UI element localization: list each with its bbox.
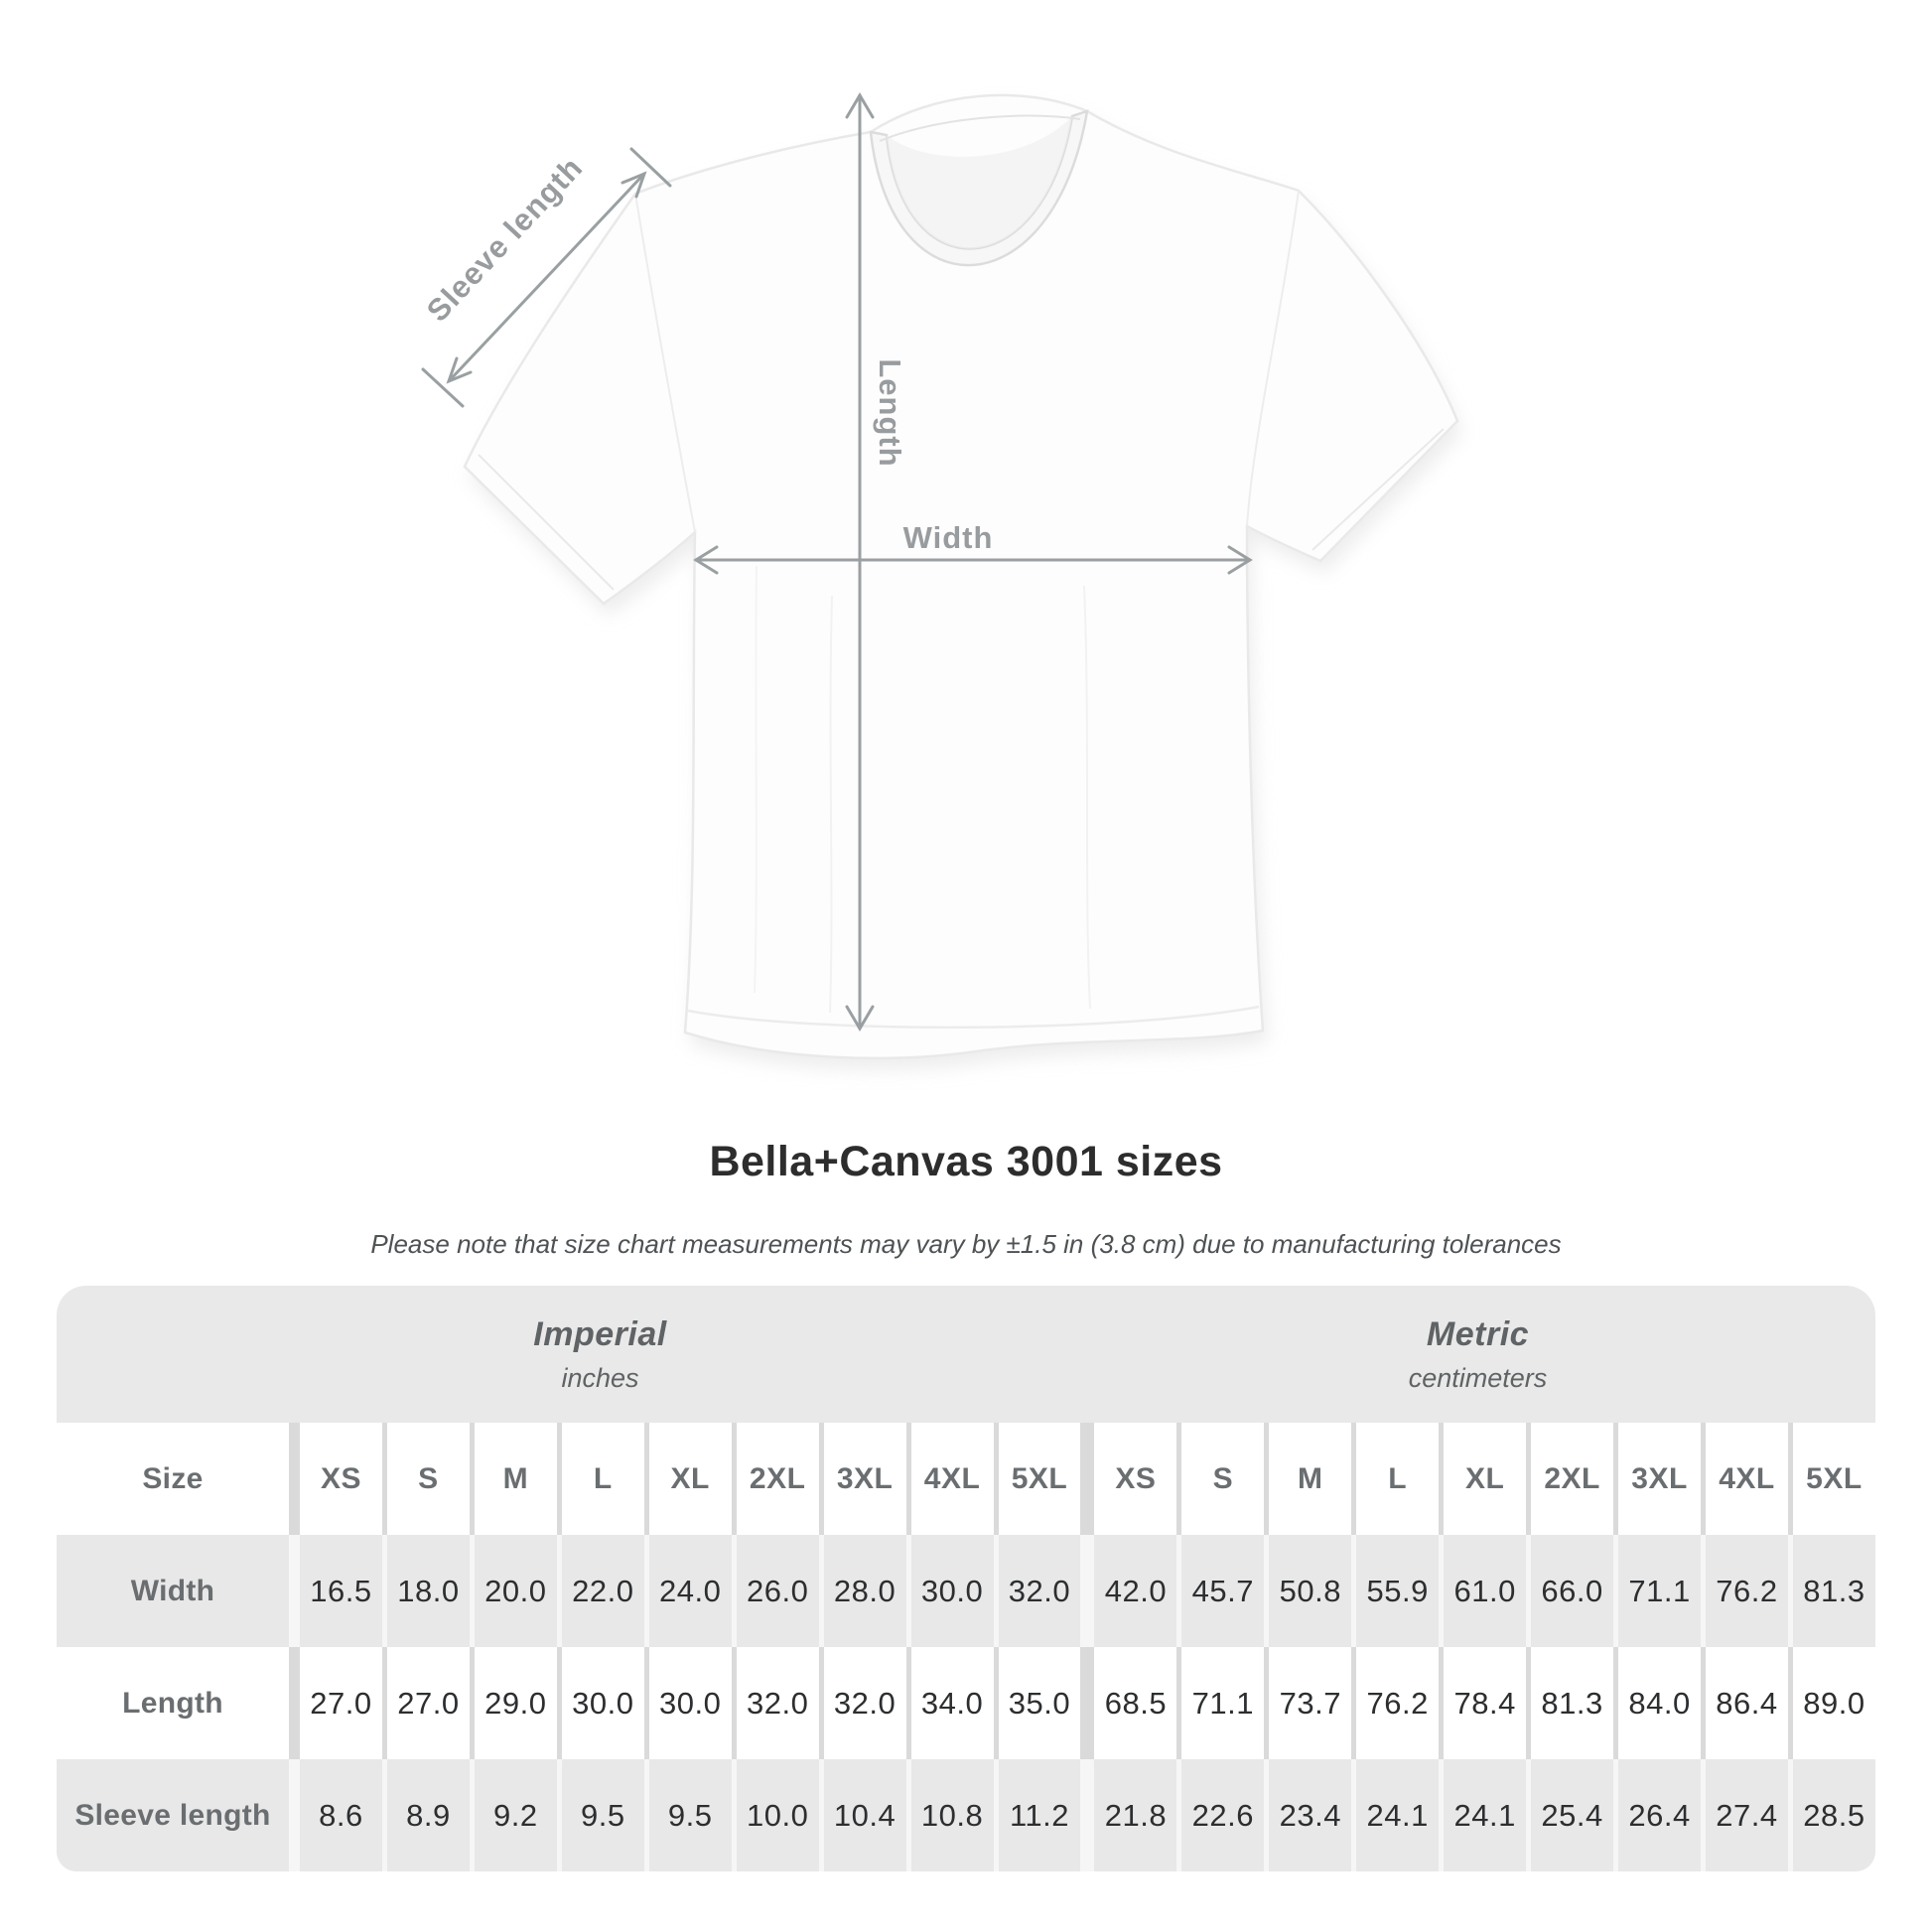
tshirt-wrinkle-1 (830, 596, 832, 1013)
size-header-cell (475, 1423, 557, 1535)
cell-value: 10.4 (833, 1797, 897, 1833)
cell-value: 84.0 (1628, 1685, 1691, 1721)
table-cell (649, 1759, 732, 1871)
corner-label: Size (142, 1461, 204, 1495)
table-cell (387, 1647, 470, 1759)
size-header-cell (1793, 1423, 1875, 1535)
size-header-cell (300, 1423, 382, 1535)
imperial-unit: inches (561, 1362, 639, 1393)
cell-value: 20.0 (484, 1573, 547, 1608)
table-cell (911, 1647, 994, 1759)
size-header-cell (649, 1423, 732, 1535)
size-table (57, 1286, 1875, 1871)
table-cell (649, 1535, 732, 1647)
cell-value: 55.9 (1366, 1573, 1429, 1608)
size-header-imperial-xl: XL (670, 1461, 710, 1495)
cell-value: 27.0 (397, 1685, 460, 1721)
size-header-row (57, 1423, 1875, 1535)
cell-value: 71.1 (1191, 1685, 1255, 1721)
cell-value: 8.6 (319, 1797, 363, 1833)
row-label-cell (57, 1535, 289, 1647)
table-cell (737, 1759, 819, 1871)
table-cell (1444, 1535, 1526, 1647)
cell-value: 24.1 (1366, 1797, 1429, 1833)
table-cell (737, 1647, 819, 1759)
imperial-title: Imperial (533, 1314, 667, 1353)
row-label-length: Length (122, 1686, 223, 1720)
cell-value: 27.4 (1716, 1797, 1778, 1833)
size-header-imperial-5xl: 5XL (1011, 1461, 1068, 1495)
cell-value: 32.0 (833, 1685, 897, 1721)
table-cell (1618, 1535, 1701, 1647)
cell-value: 24.1 (1453, 1797, 1516, 1833)
size-header-imperial-xs: XS (320, 1461, 361, 1495)
size-header-imperial-m: M (502, 1461, 529, 1495)
table-cell (1793, 1647, 1875, 1759)
cell-value: 45.7 (1191, 1573, 1255, 1608)
size-header-metric-5xl: 5XL (1806, 1461, 1863, 1495)
size-header-cell (1706, 1423, 1788, 1535)
cell-value: 35.0 (1008, 1685, 1071, 1721)
table-cell (1531, 1647, 1613, 1759)
table-cell (1706, 1535, 1788, 1647)
cell-value: 28.5 (1803, 1797, 1865, 1833)
table-cell (1444, 1759, 1526, 1871)
table-cell (1706, 1759, 1788, 1871)
cell-value: 34.0 (920, 1685, 984, 1721)
size-header-cell (999, 1423, 1081, 1535)
size-header-metric-2xl: 2XL (1544, 1461, 1600, 1495)
table-cell (387, 1535, 470, 1647)
table-cell (387, 1759, 470, 1871)
size-header-cell (1444, 1423, 1526, 1535)
cell-value: 78.4 (1453, 1685, 1516, 1721)
cell-value: 22.0 (572, 1573, 634, 1608)
size-header-imperial-3xl: 3XL (836, 1461, 894, 1495)
size-header-cell (1531, 1423, 1613, 1535)
cell-value: 89.0 (1803, 1685, 1865, 1721)
table-cell (649, 1647, 732, 1759)
table-cell (911, 1759, 994, 1871)
row-label-width: Width (130, 1574, 215, 1607)
table-cell (1356, 1647, 1439, 1759)
width-label: Width (902, 520, 994, 555)
table-cell (1444, 1647, 1526, 1759)
cell-value: 76.2 (1366, 1685, 1429, 1721)
cell-value: 21.8 (1104, 1797, 1168, 1833)
table-cell (1181, 1759, 1264, 1871)
size-header-cell (1181, 1423, 1264, 1535)
table-cell (300, 1759, 382, 1871)
cell-value: 18.0 (397, 1573, 460, 1608)
size-header-imperial-s: S (418, 1461, 439, 1495)
cell-value: 68.5 (1104, 1685, 1168, 1721)
row-label-sleeve-length: Sleeve length (74, 1798, 271, 1832)
cell-value: 9.5 (580, 1797, 625, 1833)
table-cell (824, 1535, 906, 1647)
table-cell (562, 1759, 644, 1871)
length-label: Length (873, 358, 907, 468)
table-cell (737, 1535, 819, 1647)
size-header-cell (1356, 1423, 1439, 1535)
cell-value: 24.0 (659, 1573, 722, 1608)
table-cell (475, 1535, 557, 1647)
size-header-cell (1094, 1423, 1176, 1535)
cell-value: 81.3 (1803, 1573, 1865, 1608)
size-header-metric-m: M (1298, 1461, 1323, 1495)
table-cell (475, 1647, 557, 1759)
table-cell (1269, 1535, 1351, 1647)
imperial-header (57, 1286, 1080, 1423)
corner-label-cell (57, 1423, 289, 1535)
table-cell (824, 1759, 906, 1871)
size-header-cell (824, 1423, 906, 1535)
size-header-metric-4xl: 4XL (1719, 1461, 1775, 1495)
table-cell (999, 1759, 1081, 1871)
table-cell (1793, 1535, 1875, 1647)
table-cell (300, 1535, 382, 1647)
cell-value: 8.9 (406, 1797, 451, 1833)
table-cell (1356, 1759, 1439, 1871)
cell-value: 25.4 (1541, 1797, 1603, 1833)
size-header-imperial-4xl: 4XL (923, 1461, 981, 1495)
cell-value: 61.0 (1453, 1573, 1516, 1608)
size-header-metric-xs: XS (1115, 1461, 1157, 1495)
metric-title: Metric (1426, 1314, 1530, 1353)
size-header-imperial-2xl: 2XL (749, 1461, 806, 1495)
cell-value: 11.2 (1009, 1797, 1069, 1833)
size-header-cell (737, 1423, 819, 1535)
table-cell (1793, 1759, 1875, 1871)
table-cell (1269, 1647, 1351, 1759)
cell-value: 28.0 (833, 1573, 897, 1608)
cell-value: 76.2 (1716, 1573, 1778, 1608)
size-header-cell (562, 1423, 644, 1535)
cell-value: 30.0 (572, 1685, 634, 1721)
cell-value: 86.4 (1716, 1685, 1778, 1721)
cell-value: 32.0 (1008, 1573, 1071, 1608)
metric-unit: centimeters (1408, 1362, 1548, 1393)
cell-value: 42.0 (1104, 1573, 1168, 1608)
table-cell (1094, 1647, 1176, 1759)
unit-header-band (57, 1286, 1875, 1423)
table-cell (1531, 1535, 1613, 1647)
row-label-cell (57, 1647, 289, 1759)
cell-value: 26.4 (1628, 1797, 1691, 1833)
table-cell (1618, 1647, 1701, 1759)
cell-value: 71.1 (1628, 1573, 1691, 1608)
cell-value: 66.0 (1541, 1573, 1603, 1608)
table-cell (1356, 1535, 1439, 1647)
cell-value: 9.5 (667, 1797, 713, 1833)
table-row-width (57, 1535, 1875, 1647)
table-cell (1618, 1759, 1701, 1871)
cell-value: 23.4 (1279, 1797, 1341, 1833)
size-header-metric-l: L (1388, 1461, 1408, 1495)
table-cell (999, 1647, 1081, 1759)
cell-value: 9.2 (493, 1797, 538, 1833)
table-cell (1181, 1647, 1264, 1759)
table-cell (1269, 1759, 1351, 1871)
cell-value: 30.0 (920, 1573, 984, 1608)
table-cell (1181, 1535, 1264, 1647)
cell-value: 81.3 (1541, 1685, 1603, 1721)
size-header-cell (387, 1423, 470, 1535)
table-cell (999, 1535, 1081, 1647)
table-cell (911, 1535, 994, 1647)
metric-header (1080, 1286, 1875, 1423)
table-row-length (57, 1647, 1875, 1759)
size-header-metric-s: S (1212, 1461, 1234, 1495)
size-header-metric-xl: XL (1464, 1461, 1505, 1495)
cell-value: 22.6 (1191, 1797, 1255, 1833)
table-cell (1094, 1759, 1176, 1871)
size-header-metric-3xl: 3XL (1631, 1461, 1688, 1495)
cell-value: 32.0 (746, 1685, 809, 1721)
size-header-cell (1269, 1423, 1351, 1535)
page-title: Bella+Canvas 3001 sizes (709, 1138, 1223, 1185)
cell-value: 73.7 (1279, 1685, 1341, 1721)
table-cell (300, 1647, 382, 1759)
cell-value: 26.0 (746, 1573, 809, 1608)
table-row-sleeve-length (57, 1759, 1875, 1871)
table-cell (475, 1759, 557, 1871)
row-label-cell (57, 1759, 289, 1871)
cell-value: 30.0 (659, 1685, 722, 1721)
table-cell (1531, 1759, 1613, 1871)
size-header-cell (911, 1423, 994, 1535)
sleeve-length-label: Sleeve length (419, 150, 590, 329)
table-cell (562, 1647, 644, 1759)
size-header-cell (1618, 1423, 1701, 1535)
table-cell (562, 1535, 644, 1647)
cell-value: 50.8 (1279, 1573, 1341, 1608)
cell-value: 29.0 (484, 1685, 547, 1721)
cell-value: 10.8 (920, 1797, 984, 1833)
size-header-imperial-l: L (593, 1461, 613, 1495)
cell-value: 16.5 (310, 1573, 372, 1608)
cell-value: 10.0 (746, 1797, 809, 1833)
table-cell (1706, 1647, 1788, 1759)
table-cell (1094, 1535, 1176, 1647)
table-cell (824, 1647, 906, 1759)
page-subtitle: Please note that size chart measurements may vary by ±1.5 in (3.8 cm) due to manufacturing tolerances (370, 1229, 1562, 1259)
cell-value: 27.0 (310, 1685, 372, 1721)
